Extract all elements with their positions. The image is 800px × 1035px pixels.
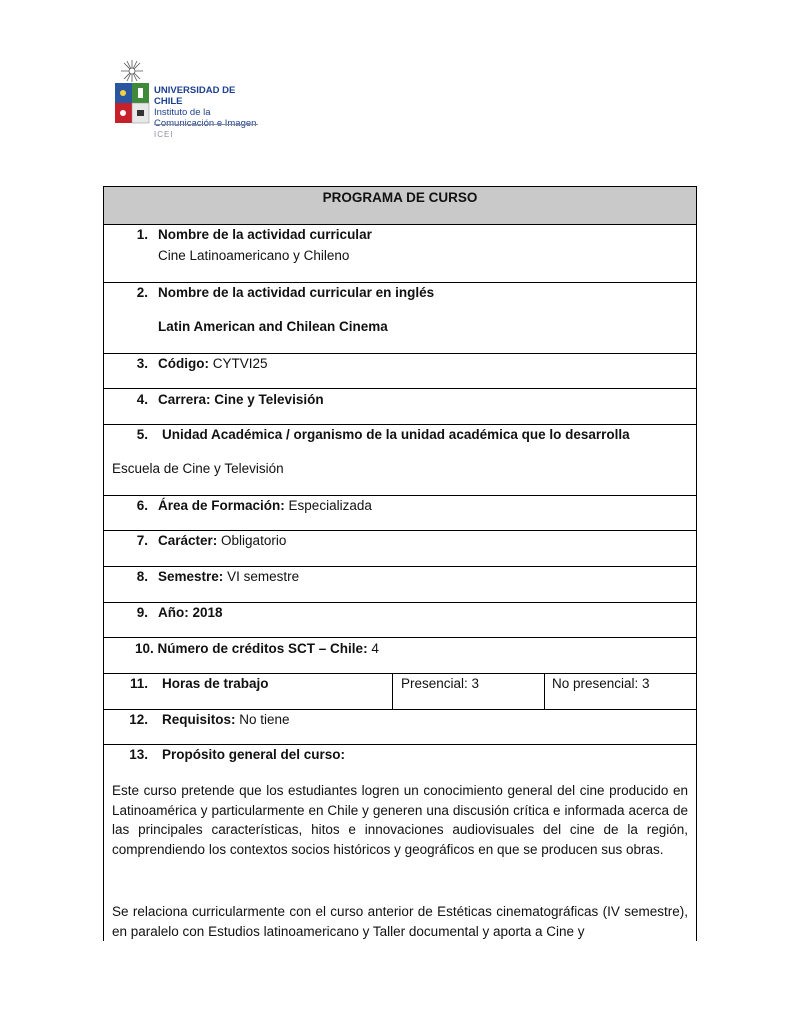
item-number: 7. <box>136 533 148 548</box>
page-title: PROGRAMA DE CURSO <box>322 190 478 205</box>
university-name: UNIVERSIDAD DE CHILE <box>154 85 236 107</box>
item-number: 13. <box>129 747 148 762</box>
item-number: 11. <box>129 676 148 691</box>
institute-acronym: ICEI <box>154 130 174 139</box>
row-course-purpose <box>104 745 696 941</box>
no-presencial-hours: No presencial: 3 <box>552 676 650 691</box>
university-coat-of-arms-icon <box>112 58 152 126</box>
table-header <box>104 187 696 225</box>
item-number: 1. <box>136 227 148 242</box>
semester-label: Semestre: <box>158 569 224 584</box>
course-purpose-paragraph-2: Se relaciona curricularmente con el curso anterior de Estéticas cinematográficas (IV semestre), en paralelo con Estudios latinoamericano y Taller documental y aporta a Cine y <box>112 904 688 939</box>
training-area-value: Especializada <box>288 498 372 513</box>
row-activity-name <box>104 225 696 283</box>
presencial-hours: Presencial: 3 <box>401 676 480 691</box>
character-value: Obligatorio <box>221 533 287 548</box>
english-name-label: Nombre de la actividad curricular en inglés <box>158 285 435 300</box>
row-code <box>104 354 696 389</box>
course-purpose-paragraph-1: Este curso pretende que los estudiantes logren un conocimiento general del cine producido en Latinoamérica y particularmente en Chile y generen una discusión crítica e informada acerca de las principales características, hitos e innovaciones audiovisuales del cine de la región, comprendiendo los contextos socios históricos y geográficos en que se producen sus obras. <box>112 783 688 857</box>
row-training-area <box>104 496 696 531</box>
requirements-value: No tiene <box>239 712 290 727</box>
career-label: Carrera: Cine y Televisión <box>158 392 324 407</box>
item-number: 8. <box>136 569 148 584</box>
academic-unit-label: Unidad Académica / organismo de la unidad académica que lo desarrolla <box>162 427 630 442</box>
activity-name-value: Cine Latinoamericano y Chileno <box>158 248 350 263</box>
requirements-label: Requisitos: <box>162 712 236 727</box>
credits-label: 10. Número de créditos SCT – Chile: <box>135 641 368 656</box>
institute-name-line2: Comunicación e Imagen <box>154 118 257 129</box>
item-number: 12. <box>129 712 148 727</box>
item-number: 3. <box>136 356 148 371</box>
row-work-hours <box>104 674 696 710</box>
year-label: Año: 2018 <box>158 605 223 620</box>
item-number: 2. <box>136 285 148 300</box>
presencial-cell <box>392 674 544 709</box>
row-semester <box>104 567 696 603</box>
credits-value: 4 <box>371 641 379 656</box>
logo-underline <box>154 124 258 125</box>
item-number: 4. <box>136 392 148 407</box>
code-label: Código: <box>158 356 209 371</box>
academic-unit-value: Escuela de Cine y Televisión <box>112 461 284 476</box>
row-academic-unit <box>104 425 696 496</box>
semester-value: VI semestre <box>227 569 300 584</box>
work-hours-label: Horas de trabajo <box>162 676 269 691</box>
training-area-label: Área de Formación: <box>158 498 285 513</box>
course-program-table <box>103 186 697 941</box>
row-credits <box>104 638 696 674</box>
no-presencial-cell <box>544 674 696 709</box>
code-value: CYTVI25 <box>212 356 268 371</box>
item-number: 6. <box>136 498 148 513</box>
row-career <box>104 389 696 425</box>
institute-name-line1: Instituto de la <box>154 107 211 118</box>
row-year <box>104 603 696 638</box>
row-english-name <box>104 283 696 354</box>
row-requirements <box>104 710 696 745</box>
english-name-value: Latin American and Chilean Cinema <box>158 319 388 334</box>
activity-name-label: Nombre de la actividad curricular <box>158 227 372 242</box>
institution-logo <box>112 58 262 139</box>
course-purpose-label: Propósito general del curso: <box>162 747 346 762</box>
row-character <box>104 531 696 567</box>
character-label: Carácter: <box>158 533 218 548</box>
item-number: 5. <box>136 427 148 442</box>
item-number: 9. <box>136 605 148 620</box>
